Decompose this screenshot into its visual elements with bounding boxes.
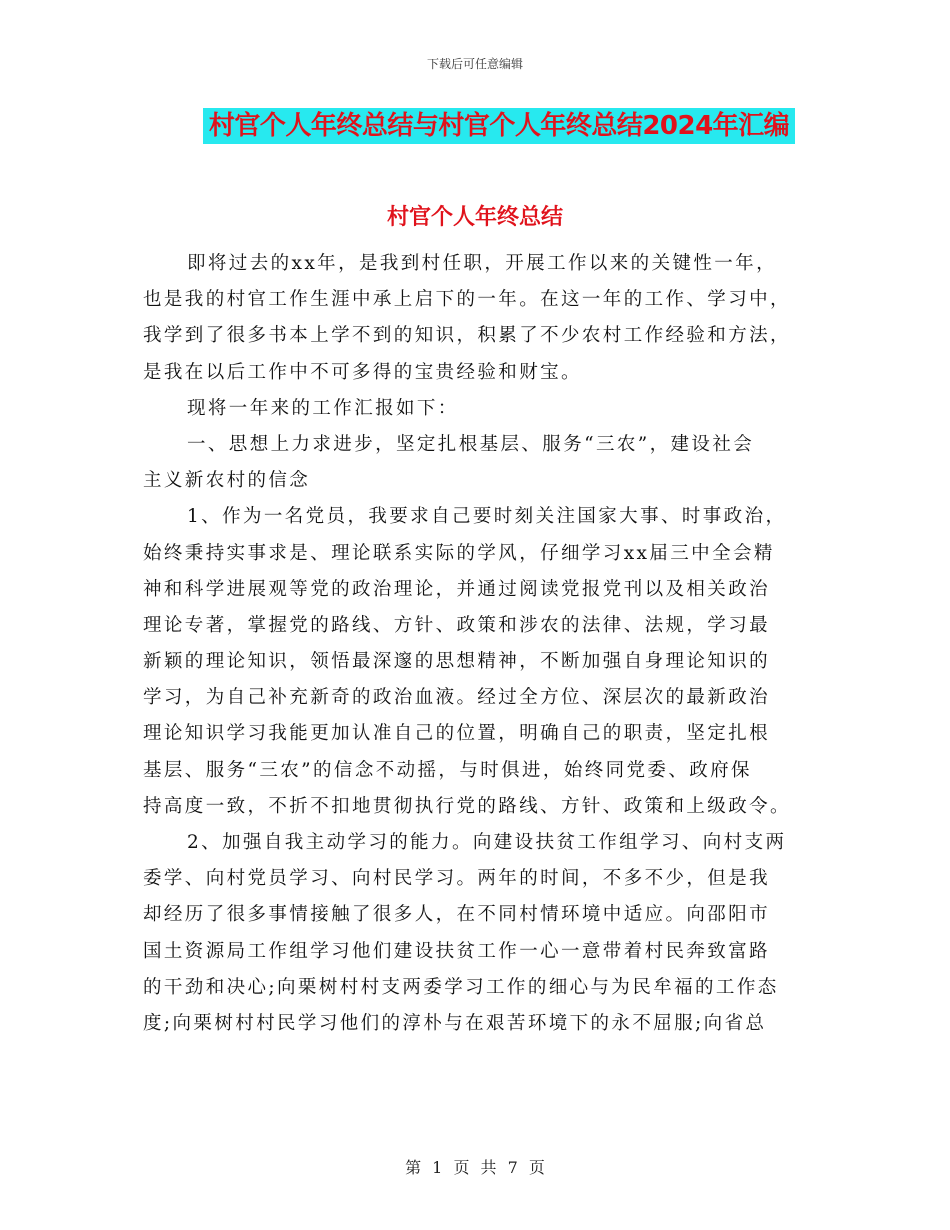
- text-line: 新颖的理论知识，领悟最深邃的思想精神，不断加强自身理论知识的: [143, 651, 771, 673]
- main-title-highlight: [203, 108, 795, 144]
- body-text: [143, 246, 808, 1042]
- text-line: 委学、向村党员学习、向村民学习。两年的时间，不多不少，但是我: [143, 868, 771, 890]
- text-line: 现将一年来的工作汇报如下：: [187, 397, 459, 419]
- text-line: 主义新农村的信念: [143, 470, 311, 492]
- text-line: 国土资源局工作组学习他们建设扶贫工作一心一意带着村民奔致富路: [143, 940, 771, 962]
- text-line: 度;向栗树村村民学习他们的淳朴与在艰苦环境下的永不屈服;向省总: [143, 1012, 767, 1034]
- text-line: 即将过去的xx年，是我到村任职，开展工作以来的关键性一年，: [187, 253, 777, 274]
- text-line: 理论知识学习我能更加认准自己的位置，明确自己的职责，坚定扎根: [143, 723, 771, 745]
- text-line: 持高度一致，不折不扣地贯彻执行党的路线、方针、政策和上级政令。: [143, 795, 791, 817]
- text-line: 1、作为一名党员，我要求自己要时刻关注国家大事、时事政治，: [187, 506, 787, 528]
- text-line: 理论专著，掌握党的路线、方针、政策和涉农的法律、法规，学习最: [143, 614, 771, 636]
- section-title: 村官个人年终总结: [386, 205, 563, 230]
- header-note: 下载后可任意编辑: [426, 57, 523, 71]
- main-title: 村官个人年终总结与村官个人年终总结2024年汇编: [208, 111, 790, 141]
- text-line: 始终秉持实事求是、理论联系实际的学风，仔细学习xx届三中全会精: [143, 542, 775, 564]
- text-line: 基层、服务“三农”的信念不动摇，与时俱进，始终同党委、政府保: [143, 759, 752, 781]
- text-line: 却经历了很多事情接触了很多人，在不同村情环境中适应。向邵阳市: [143, 904, 771, 926]
- page-number-footer: 第 1 页 共 7 页: [405, 1158, 545, 1177]
- text-line: 我学到了很多书本上学不到的知识，积累了不少农村工作经验和方法，: [143, 325, 791, 347]
- text-line: 也是我的村官工作生涯中承上启下的一年。在这一年的工作、学习中，: [143, 289, 791, 311]
- text-line: 神和科学进展观等党的政治理论，并通过阅读党报党刊以及相关政治: [143, 578, 771, 600]
- text-line: 是我在以后工作中不可多得的宝贵经验和财宝。: [143, 361, 582, 383]
- text-line: 2、加强自我主动学习的能力。向建设扶贫工作组学习、向村支两: [187, 832, 787, 853]
- text-line: 学习，为自己补充新奇的政治血液。经过全方位、深层次的最新政治: [143, 687, 771, 709]
- text-line: 的干劲和决心;向栗树村村支两委学习工作的细心与为民牟福的工作态: [143, 976, 779, 998]
- text-line: 一、思想上力求进步，坚定扎根基层、服务“三农”，建设社会: [187, 433, 755, 455]
